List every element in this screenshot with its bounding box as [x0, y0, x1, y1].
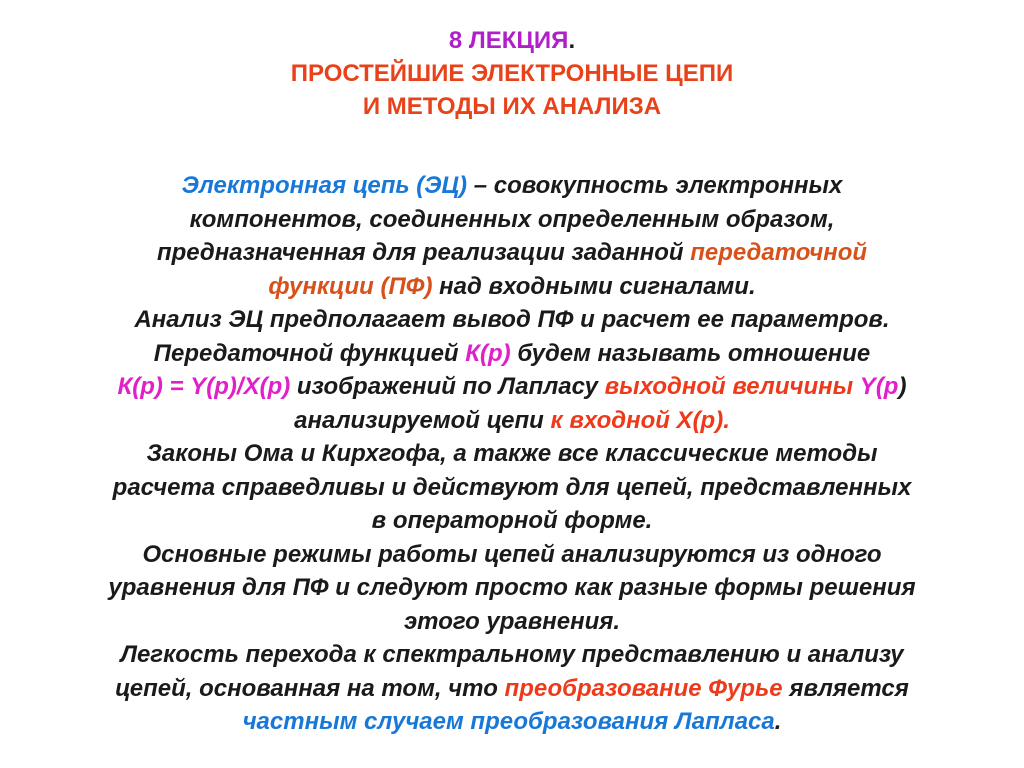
body-line-1 — [0, 169, 1024, 203]
body-text: Передаточной функцией — [153, 339, 466, 367]
term-transfer-function: функции (ПФ) — [268, 272, 433, 300]
body-text: – совокупность электронных — [467, 172, 843, 199]
formula-y: Y(р — [853, 373, 899, 400]
term-laplace-special-case: частным случаем преобразования Лапласа — [242, 708, 775, 735]
term-input: к входной Х(р). — [550, 406, 730, 434]
body-text: над входными сигналами. — [432, 272, 756, 300]
body-line-10: расчета справедливы и действуют для цепей, представленных — [112, 473, 912, 501]
body-line-17 — [0, 705, 1024, 739]
body-line-7 — [0, 370, 1024, 404]
term-output: выходной величины — [604, 373, 854, 400]
body-line-9: Законы Ома и Кирхгофа, а также все классические методы — [146, 440, 878, 467]
body-line-6 — [0, 337, 1024, 371]
lecture-number: 8 ЛЕКЦИЯ — [448, 27, 569, 54]
body-line-13: уравнения для ПФ и следуют просто как разные формы решения — [108, 574, 916, 601]
body-line-11: в операторной форме. — [371, 507, 653, 534]
body-line-12: Основные режимы работы цепей анализируются из одного — [142, 540, 882, 568]
formula-transfer: К(р) = Y(р)/Х(р) — [117, 373, 291, 400]
body-line-2: компонентов, соединенных определенным образом, — [189, 205, 835, 233]
body-text: . — [774, 708, 782, 735]
title-line-3: И МЕТОДЫ ИХ АНАЛИЗА — [362, 93, 662, 120]
body-text: является — [782, 674, 909, 702]
formula-k: К(р) — [465, 339, 511, 367]
body-line-15: Легкость перехода к спектральному представлению и анализу — [120, 641, 904, 668]
body-line-8 — [0, 404, 1024, 438]
body-text: ) — [898, 373, 907, 400]
title-line-2: ПРОСТЕЙШИЕ ЭЛЕКТРОННЫЕ ЦЕПИ — [290, 60, 734, 87]
body-text: будем называть отношение — [510, 339, 871, 367]
body-text: цепей, основанная на том, что — [115, 674, 505, 702]
body-line-4 — [0, 270, 1024, 304]
body-line-14: этого уравнения. — [403, 607, 621, 635]
term-electronic-circuit: Электронная цепь (ЭЦ) — [181, 172, 468, 199]
lecture-dot: . — [568, 27, 576, 54]
slide-title — [0, 24, 1024, 123]
term-fourier: преобразование Фурье — [504, 674, 783, 702]
body-text: изображений по Лапласу — [290, 373, 605, 400]
term-transfer: передаточной — [690, 239, 868, 266]
body-text: предназначенная для реализации заданной — [156, 239, 691, 266]
body-text: анализируемой цепи — [294, 406, 551, 434]
body-line-5: Анализ ЭЦ предполагает вывод ПФ и расчет ее параметров. — [134, 306, 890, 333]
slide-body — [0, 169, 1024, 739]
body-line-16 — [0, 672, 1024, 706]
title-line-1 — [0, 24, 1024, 57]
body-line-3 — [0, 236, 1024, 270]
